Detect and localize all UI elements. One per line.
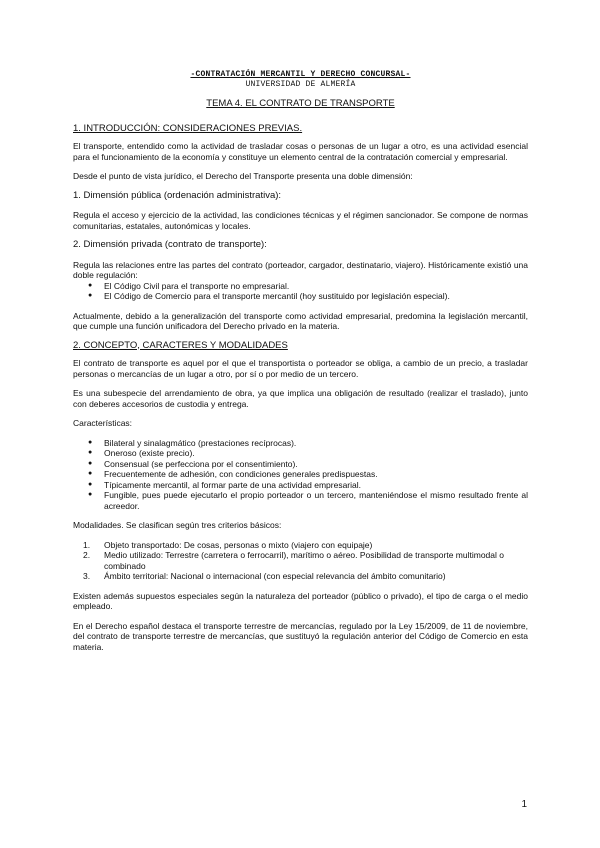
page-number: 1: [521, 799, 527, 810]
section-heading-concepto: 2. CONCEPTO, CARACTERES Y MODALIDADES: [73, 339, 288, 351]
list-item: ● Fungible, pues puede ejecutarlo el propio porteador o un tercero, manteniéndose el mismo resultado frente al acreedor.: [104, 490, 528, 511]
modalities-label: Modalidades. Se clasifican según tres criterios básicos:: [73, 520, 282, 530]
subheading-dimension-publica: 1. Dimensión pública (ordenación administrativa):: [73, 189, 282, 201]
paragraph: El contrato de transporte es aquel por el que el transportista o porteador se obliga, a cambio de un precio, a trasladar personas o mercancías de un lugar a otro, por sí o por medio de un tercero.: [73, 358, 528, 379]
topic-title: TEMA 4. EL CONTRATO DE TRANSPORTE: [206, 98, 395, 109]
list-item: [83, 550, 528, 571]
paragraph: En el Derecho español destaca el transporte terrestre de mercancías, regulado por la Ley 15/2009, de 11 de noviembre, del contrato de transporte terrestre de mercancías, que sustituyó la regulación anterior del Código de Comercio en esta materia.: [73, 620, 528, 652]
list-item: ● Consensual (se perfecciona por el consentimiento).: [104, 459, 528, 470]
list-item: ● Oneroso (existe precio).: [104, 448, 528, 459]
paragraph: Existen además supuestos especiales según la naturaleza del porteador (público o privado), el tipo de carga o el medio empleado.: [73, 590, 528, 611]
numbered-list-modalidades: [73, 540, 528, 582]
document-header: [73, 70, 528, 89]
list-item-text: Medio utilizado: Terrestre (carretera o ferrocarril), marítimo o aéreo. Posibilidad de transporte multimodal o combinado: [104, 550, 504, 571]
paragraph: Actualmente, debido a la generalización del transporte como actividad empresarial, predomina la legislación mercantil, que cumple una función unificadora del Derecho privado en la materia.: [73, 310, 528, 331]
bullet-list-caracteristicas: [73, 438, 528, 512]
list-number: 1.: [83, 539, 91, 550]
list-item: ● El Código Civil para el transporte no empresarial.: [104, 281, 528, 292]
list-item-text: Ámbito territorial: Nacional o internacional (con especial relevancia del ámbito comunitario): [104, 571, 446, 581]
characteristics-label: Características:: [73, 418, 133, 428]
list-item: ● Bilateral y sinalagmático (prestaciones recíprocas).: [104, 438, 528, 449]
list-number: 2.: [83, 550, 91, 560]
paragraph: Desde el punto de vista jurídico, el Derecho del Transporte presenta una doble dimensión:: [73, 171, 413, 181]
list-item: ● Típicamente mercantil, al formar parte de una actividad empresarial.: [104, 480, 528, 491]
paragraph: Regula las relaciones entre las partes del contrato (porteador, cargador, destinatario, viajero). Históricamente existió una doble regulación:: [73, 259, 528, 280]
subheading-dimension-privada: 2. Dimensión privada (contrato de transporte):: [73, 239, 267, 250]
list-item: ● Frecuentemente de adhesión, con condiciones generales predispuestas.: [104, 469, 528, 480]
university-name: UNIVERSIDAD DE ALMERÍA: [245, 79, 356, 89]
paragraph: Regula el acceso y ejercicio de la actividad, las condiciones técnicas y el régimen sancionador. Se compone de normas comunitarias, estatales, autonómicas y locales.: [73, 210, 528, 231]
paragraph: Es una subespecie del arrendamiento de obra, ya que implica una obligación de resultado (realizar el traslado), junto con deberes accesorios de custodia y entrega.: [73, 388, 528, 409]
course-title: -CONTRATACIÓN MERCANTIL Y DERECHO CONCURSAL-: [190, 70, 411, 79]
list-item: [83, 539, 528, 551]
list-number: 3.: [83, 571, 91, 581]
list-item-text: Objeto transportado: De cosas, personas o mixto (viajero con equipaje): [104, 539, 373, 550]
list-item: ● El Código de Comercio para el transporte mercantil (hoy sustituido por legislación especial).: [104, 291, 528, 302]
section-heading-introduccion: 1. INTRODUCCIÓN: CONSIDERACIONES PREVIAS.: [73, 122, 303, 134]
paragraph: El transporte, entendido como la actividad de trasladar cosas o personas de un lugar a otro, es una actividad esencial para el funcionamiento de la economía y constituye un elemento central de la contratación comercial y empresarial.: [73, 141, 528, 162]
document-page: [73, 70, 528, 661]
list-item: [83, 571, 528, 582]
bullet-list-regulacion: [73, 281, 528, 302]
